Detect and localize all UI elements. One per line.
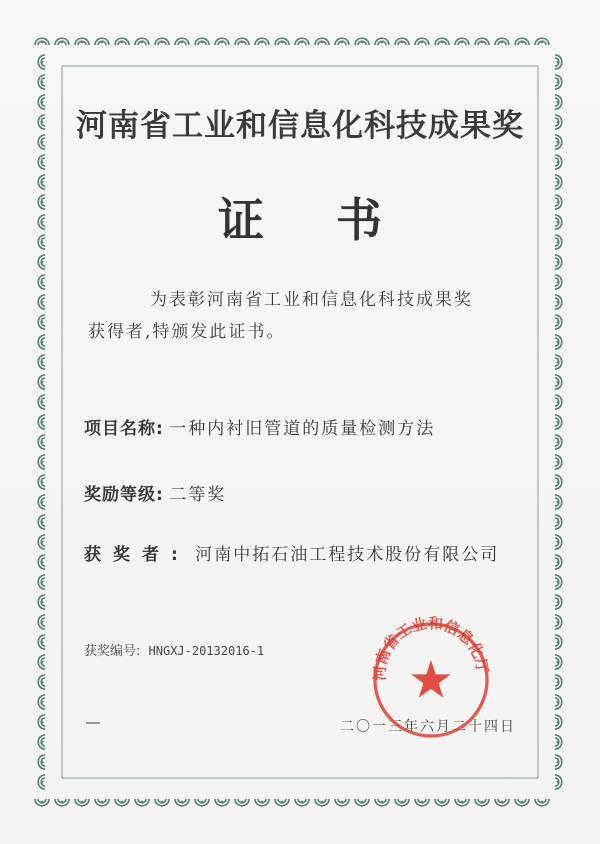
award-number-row — [84, 640, 264, 659]
winner-label: 获奖者: — [84, 545, 190, 565]
intro-text — [88, 284, 528, 348]
issue-date: 二〇一三年六月二十四日 — [340, 719, 516, 735]
award-number-label: 获奖编号: — [84, 644, 141, 659]
intro-line-2: 获得者,特颁发此证书。 — [88, 322, 286, 342]
project-name-row — [84, 414, 435, 439]
award-level-row — [84, 480, 226, 505]
award-number-value: HNGXJ-20132016-1 — [148, 644, 265, 658]
margin-mark — [86, 722, 100, 724]
project-name-label: 项目名称: — [84, 419, 164, 439]
intro-line-1: 为表彰河南省工业和信息化科技成果奖 — [150, 290, 473, 310]
award-level-value: 二等奖 — [169, 485, 227, 505]
certificate-title: 河南省工业和信息化科技成果奖 — [76, 108, 524, 144]
winner-row — [84, 540, 499, 565]
project-name-value: 一种内衬旧管道的质量检测方法 — [169, 419, 436, 439]
seal-text: 河南省工业和信息化厅 — [370, 614, 492, 681]
certificate-subtitle: 证书 — [218, 193, 454, 247]
official-seal-icon — [366, 612, 496, 742]
award-level-label: 奖励等级: — [84, 485, 164, 505]
winner-value: 河南中拓石油工程技术股份有限公司 — [195, 545, 500, 565]
